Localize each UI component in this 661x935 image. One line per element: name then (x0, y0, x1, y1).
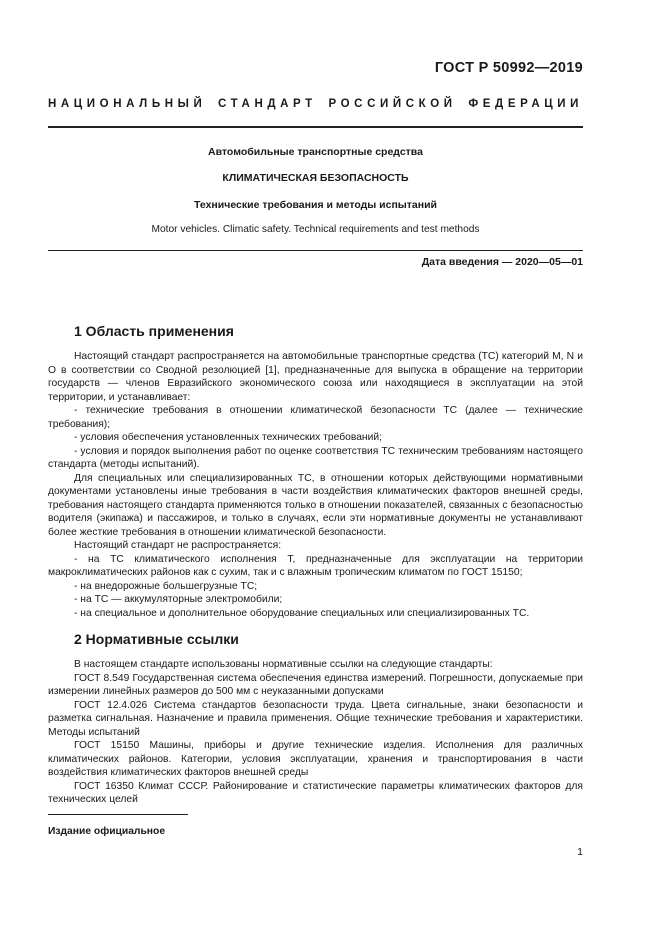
page-number: 1 (577, 846, 583, 858)
header-rule (48, 126, 583, 128)
footer-rule (48, 814, 188, 815)
paragraph: Настоящий стандарт не распространяется: (74, 540, 282, 551)
list-item: - на внедорожные большегрузные ТС; (74, 580, 258, 592)
title-english: Motor vehicles. Climatic safety. Technical requirements and test methods (151, 224, 480, 235)
title-line-1: Автомобильные транспортные средства (208, 146, 423, 158)
paragraph: Настоящий стандарт распространяется на автомобильные транспортные средства (ТС) категорий M, N и О в соответствии со Сводной резолюцией [1], предназначенные для выпуска в обращение на территории государств — членов Евразийского экономического союза или находящиеся в эксплуатации на этой территории, и устанавливает: (48, 351, 583, 403)
edition-label: Издание официальное (48, 826, 166, 837)
reference-item: ГОСТ 15150 Машины, приборы и другие технические изделия. Исполнения для различных климатических районов. Категории, условия эксплуатации, хранения и транспортирования в части воздействия климатических факторов внешней среды (48, 740, 583, 778)
list-item: - на ТС климатического исполнения Т, предназначенные для эксплуатации на территории макроклиматических районов как с сухим, так и с влажным тропическим климатом по ГОСТ 15150; (48, 553, 583, 578)
list-item: - условия и порядок выполнения работ по оценке соответствия ТС техническим требованиям настоящего стандарта (методы испытаний). (48, 445, 583, 470)
list-item: - условия обеспечения установленных технических требований; (74, 432, 382, 443)
national-standard-banner: НАЦИОНАЛЬНЫЙ СТАНДАРТ РОССИЙСКОЙ ФЕДЕРАЦИИ (48, 98, 583, 110)
reference-item: ГОСТ 12.4.026 Система стандартов безопасности труда. Цвета сигнальные, знаки безопасности и разметка сигнальная. Назначение и правила применения. Общие технические требования и характеристики. Методы испытаний (48, 699, 583, 738)
section-2-heading: 2 Нормативные ссылки (74, 631, 239, 647)
reference-item: ГОСТ 16350 Климат СССР. Районирование и статистические параметры климатических факторов для технических целей (48, 780, 583, 805)
section-normative-references (48, 630, 583, 807)
reference-item: ГОСТ 8.549 Государственная система обеспечения единства измерений. Погрешности, допускаемые при измерении линейных размеров до 500 мм с неуказанными допусками (48, 672, 583, 697)
title-rule (48, 250, 583, 251)
title-line-3: Технические требования и методы испытаний (194, 199, 437, 211)
document-number: ГОСТ Р 50992—2019 (434, 60, 583, 76)
introduction-date: Дата введения — 2020—05—01 (421, 256, 583, 268)
list-item: - на специальное и дополнительное оборудование специальных или специализированных ТС. (74, 607, 530, 619)
paragraph: В настоящем стандарте использованы нормативные ссылки на следующие стандарты: (74, 659, 493, 670)
title-line-2: КЛИМАТИЧЕСКАЯ БЕЗОПАСНОСТЬ (222, 172, 409, 184)
list-item: - технические требования в отношении климатической безопасности ТС (далее — технические требования); (48, 405, 583, 430)
paragraph: Для специальных или специализированных ТС, в отношении которых действующими нормативными документами установлены иные требования в части воздействия климатических факторов внешней среды, требования настоящего стандарта применяются только в отношении показателей, связанных с безопасностью водителя (экипажа) и пассажиров, и только в случаях, если эти нормативные документы не устанавливают более жесткие требования в отношении климатической безопасности. (48, 472, 583, 538)
list-item: - на ТС — аккумуляторные электромобили; (74, 594, 283, 605)
section-scope (48, 322, 583, 620)
section-1-heading: 1 Область применения (74, 323, 234, 339)
